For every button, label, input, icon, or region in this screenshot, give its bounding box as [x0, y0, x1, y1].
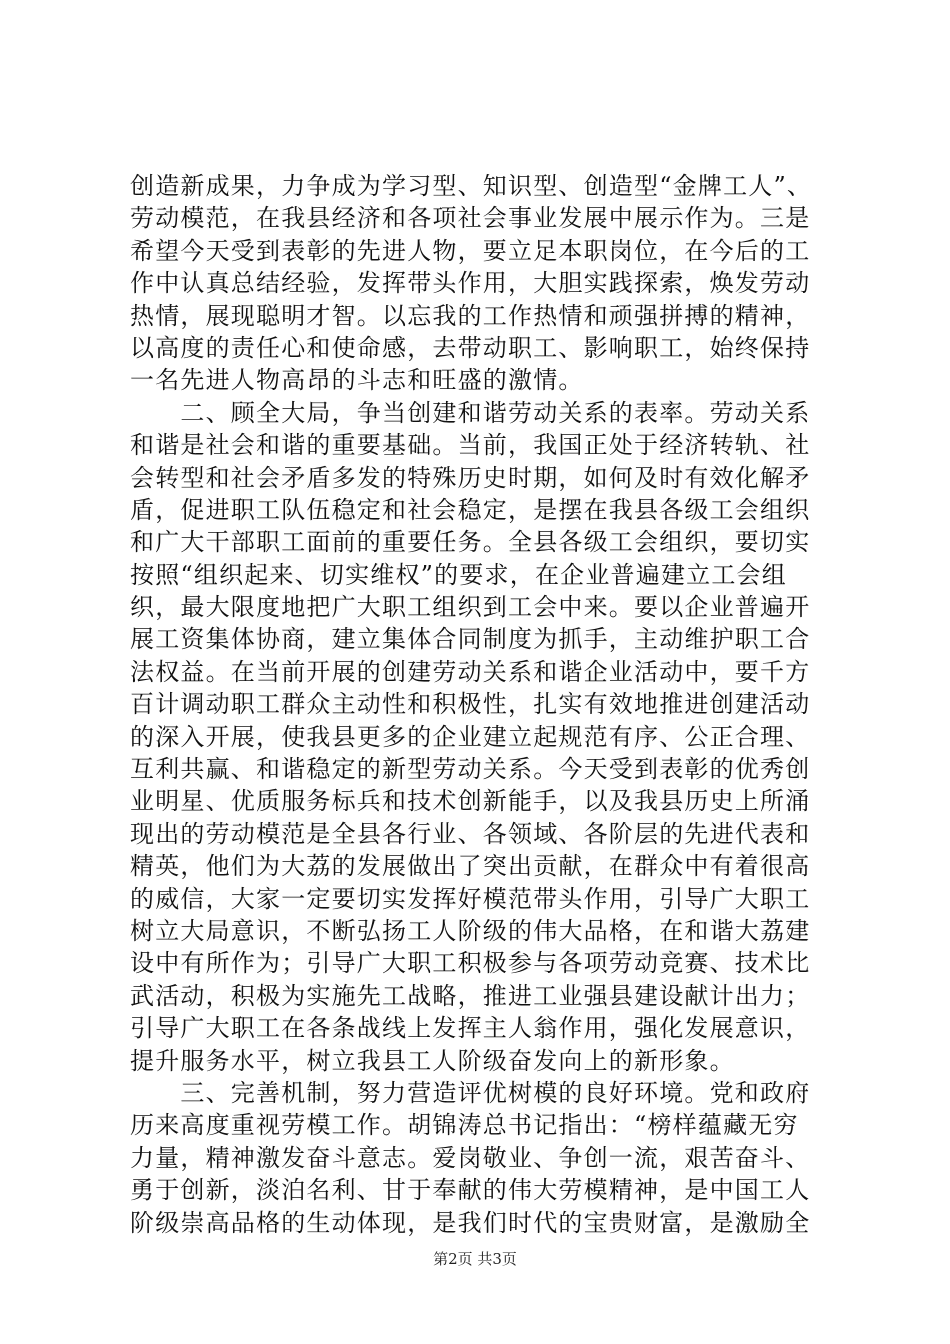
- page-footer: 第2页 共3页: [433, 1250, 517, 1268]
- text-line: 和广大干部职工面前的重要任务。全县各级工会组织，要切实: [130, 528, 811, 557]
- text-line: 设中有所作为；引导广大职工积极参与各项劳动竞赛、技术比: [130, 949, 811, 978]
- text-line: 一名先进人物高昂的斗志和旺盛的激情。: [130, 366, 584, 395]
- text-line: 以高度的责任心和使命感，去带动职工、影响职工，始终保持: [130, 333, 811, 362]
- text-line: 热情，展现聪明才智。以忘我的工作热情和顽强拼搏的精神，: [130, 301, 811, 330]
- text-line: 的威信，大家一定要切实发挥好模范带头作用，引导广大职工: [130, 884, 811, 913]
- text-line: 劳动模范，在我县经济和各项社会事业发展中展示作为。三是: [130, 204, 811, 233]
- text-line: 会转型和社会矛盾多发的特殊历史时期，如何及时有效化解矛: [130, 463, 811, 492]
- text-line: 业明星、优质服务标兵和技术创新能手，以及我县历史上所涌: [130, 787, 811, 816]
- text-line: 百计调动职工群众主动性和积极性，扎实有效地推进创建活动: [130, 690, 811, 719]
- text-line: 力量，精神激发奋斗意志。爱岗敬业、争创一流，艰苦奋斗、: [130, 1143, 811, 1172]
- text-line: 互利共赢、和谐稳定的新型劳动关系。今天受到表彰的优秀创: [130, 755, 811, 784]
- text-line: 引导广大职工在各条战线上发挥主人翁作用，强化发展意识，: [130, 1014, 811, 1043]
- text-line: 作中认真总结经验，发挥带头作用，大胆实践探索，焕发劳动: [130, 269, 811, 298]
- text-line: 树立大局意识，不断弘扬工人阶级的伟大品格，在和谐大荔建: [130, 916, 811, 945]
- text-line: 和谐是社会和谐的重要基础。当前，我国正处于经济转轨、社: [130, 431, 811, 460]
- text-line: 的深入开展，使我县更多的企业建立起规范有序、公正合理、: [130, 722, 811, 751]
- text-line: 展工资集体协商，建立集体合同制度为抓手，主动维护职工合: [130, 625, 811, 654]
- text-line: 希望今天受到表彰的先进人物，要立足本职岗位，在今后的工: [130, 236, 811, 265]
- text-line: 现出的劳动模范是全县各行业、各领域、各阶层的先进代表和: [130, 819, 811, 848]
- text-line: 勇于创新，淡泊名利、甘于奉献的伟大劳模精神，是中国工人: [130, 1176, 811, 1205]
- text-line: 精英，他们为大荔的发展做出了突出贡献，在群众中有着很高: [130, 852, 811, 881]
- text-line: 织，最大限度地把广大职工组织到工会中来。要以企业普遍开: [130, 593, 811, 622]
- text-line: 历来高度重视劳模工作。胡锦涛总书记指出：“榜样蕴藏无穷: [130, 1111, 799, 1140]
- text-line: 盾，促进职工队伍稳定和社会稳定，是摆在我县各级工会组织: [130, 495, 811, 524]
- text-line: 阶级崇高品格的生动体现，是我们时代的宝贵财富，是激励全: [130, 1208, 811, 1237]
- text-line: 二、顾全大局，争当创建和谐劳动关系的表率。劳动关系: [130, 398, 811, 427]
- text-line: 创造新成果，力争成为学习型、知识型、创造型“金牌工人”、: [130, 172, 813, 200]
- text-line: 提升服务水平，树立我县工人阶级奋发向上的新形象。: [130, 1046, 735, 1075]
- text-line: 法权益。在当前开展的创建劳动关系和谐企业活动中，要千方: [130, 657, 811, 686]
- text-line: 三、完善机制，努力营造评优树模的良好环境。党和政府: [130, 1078, 811, 1107]
- document-body: [130, 170, 830, 1239]
- text-line: 武活动，积极为实施先工战略，推进工业强县建设献计出力；: [130, 981, 811, 1010]
- text-line: 按照“组织起来、切实维权”的要求，在企业普遍建立工会组: [130, 560, 787, 589]
